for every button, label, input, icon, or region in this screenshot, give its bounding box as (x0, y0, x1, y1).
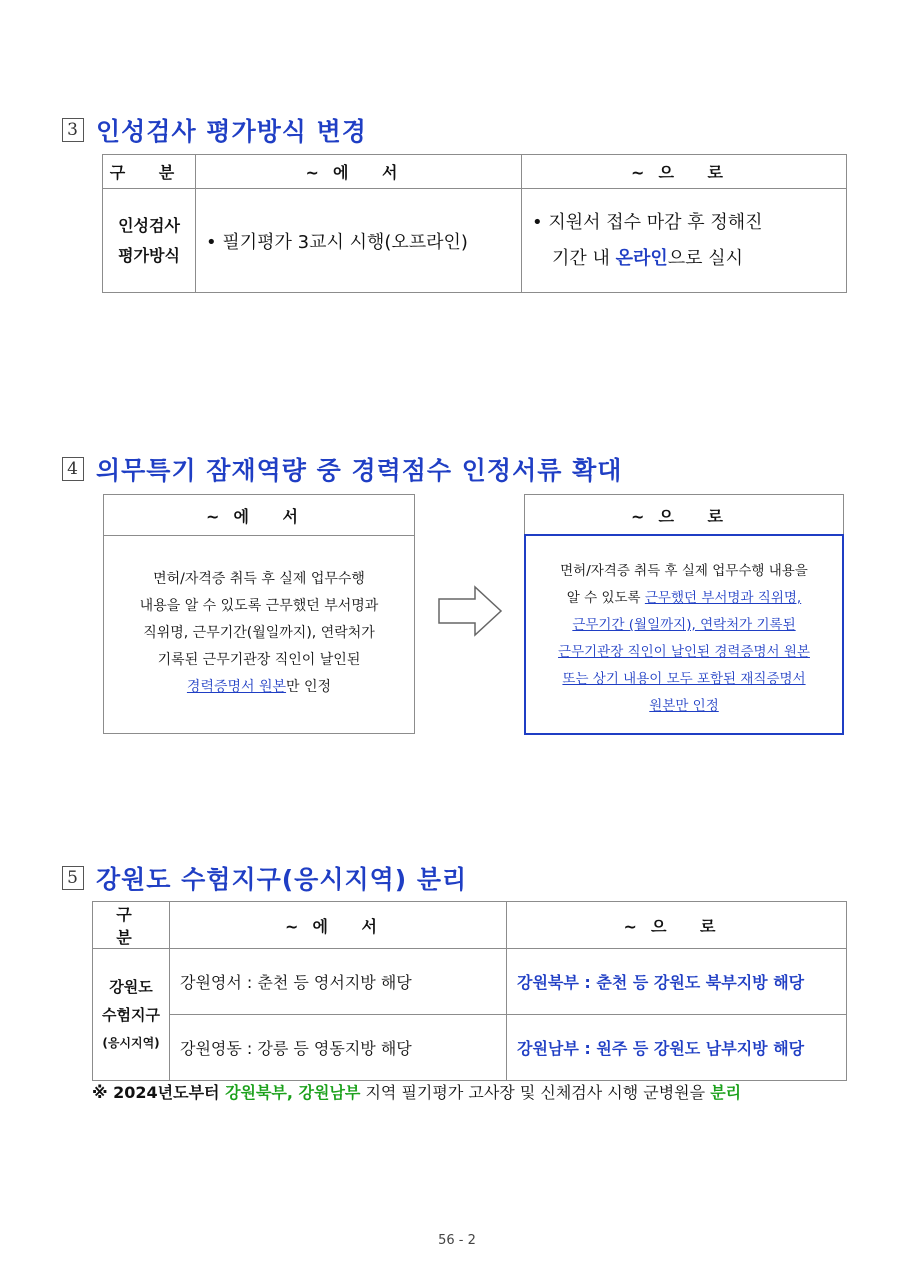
to-cell: 강원북부 : 춘천 등 강원도 북부지방 해당 (507, 949, 847, 1015)
header-from: ~에 서 (196, 155, 522, 189)
to-box-header: ~으 로 (525, 495, 843, 536)
header-to: ~으 로 (507, 902, 847, 949)
to-cell: 강원남부 : 원주 등 강원도 남부지방 해당 (507, 1015, 847, 1081)
section-3-table (102, 154, 847, 293)
to-cell: • 지원서 접수 마감 후 정해진 기간 내 온라인으로 실시 (522, 189, 847, 293)
from-cell: 강원영동 : 강릉 등 영동지방 해당 (170, 1015, 507, 1081)
header-to: ~으 로 (522, 155, 847, 189)
arrow-right-icon (437, 585, 503, 637)
from-box-body: 면허/자격증 취득 후 실제 업무수행 내용을 알 수 있도록 근무했던 부서명과 직위명, 근무기간(월일까지), 연락처가 기록된 근무기관장 직인이 날인된 경력증명서 원본만 인정 (139, 571, 379, 695)
from-box (103, 494, 415, 734)
from-cell: 강원영서 : 춘천 등 영서지방 해당 (170, 949, 507, 1015)
section-number-box: 3 (62, 118, 84, 142)
section-number-box: 5 (62, 866, 84, 890)
header-from: ~에 서 (170, 902, 507, 949)
section-title-text: 인성검사 평가방식 변경 (96, 117, 367, 146)
from-box-header: ~에 서 (104, 495, 414, 536)
page-number: 56 - 2 (438, 1233, 476, 1248)
section-4-title (62, 451, 622, 487)
section-number-box: 4 (62, 457, 84, 481)
section-title-text: 의무특기 잠재역량 중 경력점수 인정서류 확대 (96, 456, 623, 485)
footnote: ※ 2024년도부터 강원북부, 강원남부 지역 필기평가 고사장 및 신체검사 시행 군병원을 분리 (92, 1083, 742, 1102)
row-label: 강원도 수험지구 (응시지역) (93, 949, 170, 1081)
to-box-highlight (524, 534, 844, 735)
to-box (524, 494, 844, 734)
section-3-title (62, 112, 367, 148)
header-category: 구 분 (93, 902, 170, 949)
section-5-table (92, 901, 847, 1081)
row-label: 인성검사 평가방식 (103, 189, 196, 293)
header-category: 구 분 (103, 155, 196, 189)
from-cell: • 필기평가 3교시 시행(오프라인) (196, 189, 522, 293)
section-title-text: 강원도 수험지구(응시지역) 분리 (96, 865, 468, 894)
to-box-body: 면허/자격증 취득 후 실제 업무수행 내용을 알 수 있도록 근무했던 부서명과 직위명, 근무기간 (월일까지), 연락처가 기록된 근무기관장 직인이 날인된 경력증명서 원본 또는 상기 내용이 모두 포함된 재직증명서 원본만 인정 (558, 563, 810, 714)
section-5-title (62, 860, 467, 896)
